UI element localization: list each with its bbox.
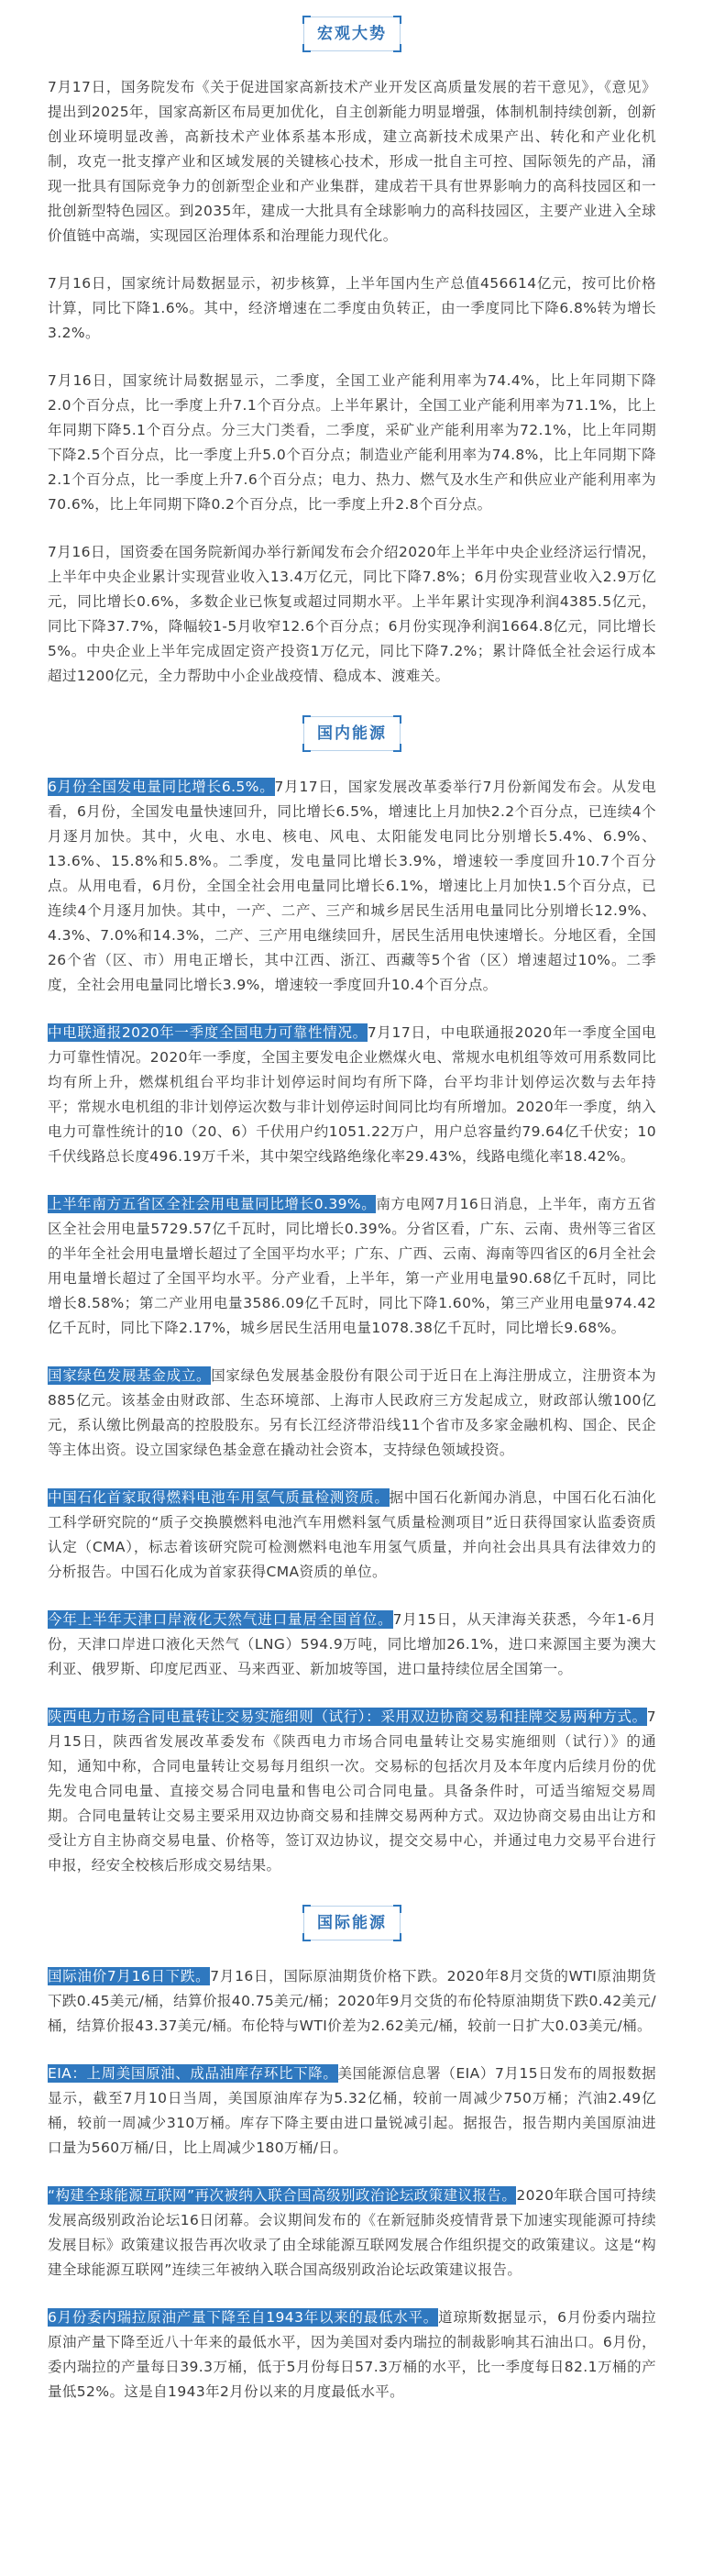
- news-item: [48, 1964, 656, 2039]
- section-header-macro: [48, 17, 656, 51]
- frame-corner-top-left: [302, 715, 311, 724]
- news-body: 7月17日，国家发展改革委举行7月份新闻发布会。从发电看，6月份，全国发电量快速回升，同比增长6.5%，增速比上月加快2.2个百分点，已连续4个月逐月加快。其中，火电、水电、核电、风电、太阳能发电同比分别增长5.4%、6.9%、13.6%、15.8%和5.8%。二季度，发电量同比增长3.9%，增速较一季度回升10.7个百分点。从用电看，6月份，全国全社会用电量同比增长6.1%，增速比上月加快1.5个百分点，已连续4个月逐月加快。其中，一产、二产、三产和城乡居民生活用电量同比分别增长12.9%、4.3%、7.0%和14.3%，二产、三产用电继续回升，居民生活用电快速增长。分地区看，全国26个省（区、市）用电正增长，其中江西、浙江、西藏等5个省（区）增速超过10%。二季度，全社会用电量同比增长3.9%，增速较一季度回升10.4个百分点。: [48, 779, 656, 993]
- news-body: 7月16日，国际原油期货价格下跌。2020年8月交货的WTI原油期货下跌0.45美元/桶，结算价报40.75美元/桶；2020年9月交货的布伦特原油期货下跌0.42美元/桶，结算价报43.37美元/桶。布伦特与WTI价差为2.62美元/桶，较前一日扩大0.03美元/桶。: [48, 1968, 657, 2034]
- news-paragraph: 7月16日，国家统计局数据显示，二季度，全国工业产能利用率为74.4%，比上年同期下降2.0个百分点，比一季度上升7.1个百分点。上半年累计，全国工业产能利用率为71.1%，比上年同期下降5.1个百分点。分三大门类看，二季度，采矿业产能利用率为72.1%，比上年同期下降2.5个百分点，比一季度上升5.0个百分点；制造业产能利用率为74.8%，比上年同期下降2.1个百分点，比一季度上升7.6个百分点；电力、热力、燃气及水生产和供应业产能利用率为70.6%，比上年同期下降0.2个百分点，比一季度上升2.8个百分点。: [48, 372, 656, 513]
- section-domestic: [48, 716, 656, 1878]
- news-body: 据中国石化新闻办消息，中国石化石油化工科学研究院的“质子交换膜燃料电池汽车用燃料氢气质量检测项目”近日获得国家认监委资质认定（CMA），标志着该研究院可检测燃料电池车用氢气质量，并向社会出具具有法律效力的分析报告。中国石化成为首家获得CMA资质的单位。: [48, 1489, 656, 1580]
- section-title-frame: [303, 716, 401, 751]
- news-headline: EIA：上周美国原油、成品油库存环比下降。: [48, 2065, 338, 2082]
- section-title-frame: [303, 1906, 401, 1940]
- news-item: [48, 1192, 656, 1341]
- news-headline: 6月份全国发电量同比增长6.5%。: [48, 779, 275, 795]
- news-body: 7月15日，陕西省发展改革委发布《陕西电力市场合同电量转让交易实施细则（试行）》的通知，通知中称，合同电量转让交易每月组织一次。交易标的包括次月及本年度内后续月份的优先发电合同电量、直接交易合同电量和售电公司合同电量。具备条件时，可适当缩短交易周期。合同电量转让交易主要采用双边协商交易和挂牌交易两种方式。双边协商交易由出让方和受让方自主协商交易电量、价格等，签订双边协议，提交交易中心，并通过电力交易平台进行申报，经安全校核后形成交易结果。: [48, 1708, 656, 1874]
- frame-corner-top-left: [302, 1905, 311, 1913]
- news-body: 7月17日，中电联通报2020年一季度全国电力可靠性情况。2020年一季度，全国主要发电企业燃煤火电、常规水电机组等效可用系数同比均有所上升，燃煤机组台平均非计划停运时间均有所下降，台平均非计划停运次数与去年持平；常规水电机组的非计划停运次数与非计划停运时间同比均有所增加。2020年一季度，纳入电力可靠性统计的10（20、6）千伏用户约1051.22万户，用户总容量约79.64亿千伏安；10千伏线路总长度496.19万千米，其中架空线路绝缘化率29.43%，线路电缆化率18.42%。: [48, 1024, 656, 1165]
- news-item: [48, 2305, 656, 2405]
- frame-corner-top-right: [393, 1905, 401, 1913]
- frame-corner-top-right: [393, 16, 401, 24]
- news-item: [48, 1705, 656, 1878]
- frame-corner-bottom-left: [302, 44, 311, 52]
- section-title: 国内能源: [317, 724, 387, 743]
- news-headline: 中国石化首家取得燃料电池车用氢气质量检测资质。: [48, 1489, 390, 1506]
- news-body: 美国能源信息署（EIA）7月15日发布的周报数据显示，截至7月10日当周，美国原油库存为5.32亿桶，较前一周减少750万桶；汽油2.49亿桶，较前一周减少310万桶。库存下降主要由进口量锐减引起。据报告，报告期内美国原油进口量为560万桶/日，比上周减少180万桶/日。: [48, 2065, 656, 2156]
- news-item: [48, 1364, 656, 1463]
- section-header-domestic: [48, 716, 656, 751]
- news-paragraph: 7月17日，国务院发布《关于促进国家高新技术产业开发区高质量发展的若干意见》，《意见》提出到2025年，国家高新区布局更加优化，自主创新能力明显增强，体制机制持续创新，创新创业环境明显改善，高新技术产业体系基本形成，建立高新技术成果产出、转化和产业化机制，攻克一批支撑产业和区域发展的关键核心技术，形成一批自主可控、国际领先的产品，涌现一批具有国际竞争力的创新型企业和产业集群，建成若干具有世界影响力的高科技园区和一批创新型特色园区。到2035年，建成一大批具有全球影响力的高科技园区，主要产业进入全球价值链中高端，实现园区治理体系和治理能力现代化。: [48, 79, 656, 244]
- news-body: 2020年联合国可持续发展高级别政治论坛16日闭幕。会议期间发布的《在新冠肺炎疫情背景下加速实现能源可持续发展目标》政策建议报告再次收录了由全球能源互联网发展合作组织提交的政策建议。这是“构建全球能源互联网”连续三年被纳入联合国高级别政治论坛政策建议报告。: [48, 2187, 656, 2278]
- news-item: [48, 2062, 656, 2161]
- frame-corner-bottom-right: [393, 744, 401, 752]
- frame-corner-top-left: [302, 16, 311, 24]
- news-body: 国家绿色发展基金股份有限公司于近日在上海注册成立，注册资本为885亿元。该基金由财政部、生态环境部、上海市人民政府三方发起成立，财政部认缴100亿元，系认缴比例最高的控股股东。另有长江经济带沿线11个省市及多家金融机构、国企、民企等主体出资。设立国家绿色基金意在撬动社会资本，支持绿色领域投资。: [48, 1367, 656, 1458]
- news-headline: “构建全球能源互联网”再次被纳入联合国高级别政治论坛政策建议报告。: [48, 2187, 517, 2204]
- section-header-international: [48, 1906, 656, 1940]
- frame-corner-bottom-right: [393, 44, 401, 52]
- frame-corner-bottom-right: [393, 1933, 401, 1941]
- section-title: 国际能源: [317, 1914, 387, 1932]
- news-headline: 陕西电力市场合同电量转让交易实施细则（试行）：采用双边协商交易和挂牌交易两种方式。: [48, 1708, 647, 1725]
- news-headline: 6月份委内瑞拉原油产量下降至自1943年以来的最低水平。: [48, 2309, 439, 2326]
- section-title: 宏观大势: [317, 25, 387, 43]
- news-item: [48, 1021, 656, 1169]
- news-headline: 国际油价7月16日下跌。: [48, 1968, 211, 1985]
- news-item: [48, 2184, 656, 2283]
- news-paragraph: 7月16日，国家统计局数据显示，初步核算，上半年国内生产总值456614亿元，按可比价格计算，同比下降1.6%。其中，经济增速在二季度由负转正，由一季度同比下降6.8%转为增长3.2%。: [48, 275, 656, 341]
- news-headline: 上半年南方五省区全社会用电量同比增长0.39%。: [48, 1196, 377, 1212]
- frame-corner-bottom-left: [302, 1933, 311, 1941]
- section-international: [48, 1906, 656, 2405]
- frame-corner-bottom-left: [302, 744, 311, 752]
- news-paragraph: 7月16日，国资委在国务院新闻办举行新闻发布会介绍2020年上半年中央企业经济运行情况，上半年中央企业累计实现营业收入13.4万亿元，同比下降7.8%；6月份实现营业收入2.9万亿元，同比增长0.6%，多数企业已恢复或超过同期水平。上半年累计实现净利润4385.5亿元，同比下降37.7%，降幅较1-5月收窄12.6个百分点；6月份实现净利润1664.8亿元，同比增长5%。中央企业上半年完成固定资产投资1万亿元，同比下降7.2%；累计降低全社会运行成本超过1200亿元，全力帮助中小企业战疫情、稳成本、渡难关。: [48, 544, 656, 684]
- frame-corner-top-right: [393, 715, 401, 724]
- news-body: 7月15日，从天津海关获悉，今年1-6月份，天津口岸进口液化天然气（LNG）594.9万吨，同比增加26.1%，进口来源国主要为澳大利亚、俄罗斯、印度尼西亚、马来西亚、新加坡等国，进口量持续位居全国第一。: [48, 1611, 657, 1677]
- news-item: [48, 1486, 656, 1585]
- news-headline: 中电联通报2020年一季度全国电力可靠性情况。: [48, 1024, 368, 1041]
- news-headline: 国家绿色发展基金成立。: [48, 1367, 212, 1384]
- news-body: 南方电网7月16日消息，上半年，南方五省区全社会用电量5729.57亿千瓦时，同比增长0.39%。分省区看，广东、云南、贵州等三省区的半年全社会用电量增长超过了全国平均水平；广东、广西、云南、海南等四省区的6月全社会用电量增长超过了全国平均水平。分产业看，上半年，第一产业用电量90.68亿千瓦时，同比增长8.58%；第二产业用电量3586.09亿千瓦时，同比下降1.60%，第三产业用电量974.42亿千瓦时，同比下降2.17%，城乡居民生活用电量1078.38亿千瓦时，同比增长9.68%。: [48, 1196, 656, 1336]
- news-item: [48, 1608, 656, 1682]
- news-headline: 今年上半年天津口岸液化天然气进口量居全国首位。: [48, 1611, 393, 1628]
- news-body: 道琼斯数据显示，6月份委内瑞拉原油产量下降至近八十年来的最低水平，因为美国对委内瑞拉的制裁影响其石油出口。6月份，委内瑞拉的产量每日39.3万桶，低于5月份每日57.3万桶的水平，比一季度每日82.1万桶的产量低52%。这是自1943年2月份以来的月度最低水平。: [48, 2309, 656, 2400]
- section-macro: [48, 17, 656, 689]
- news-item: [48, 775, 656, 998]
- section-title-frame: [303, 17, 401, 51]
